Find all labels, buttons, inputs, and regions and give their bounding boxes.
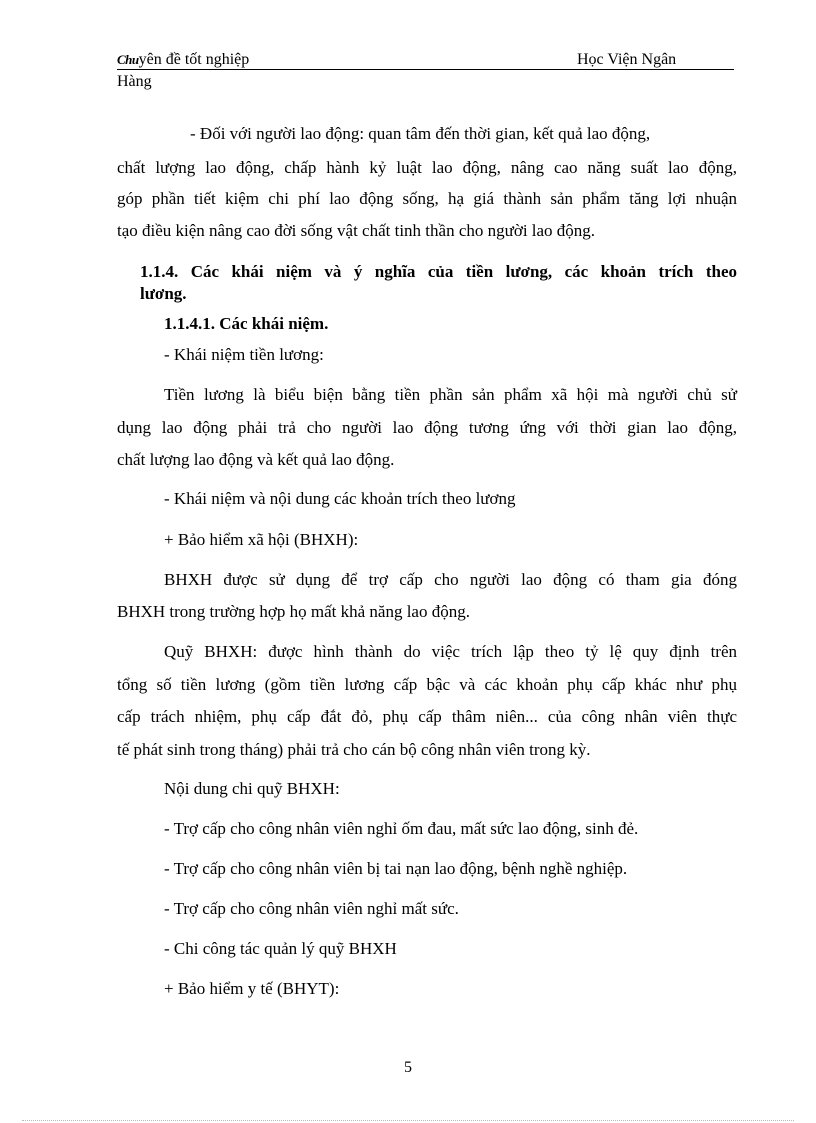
- header-left-text: yên đề tốt nghiệp: [138, 51, 250, 68]
- body-line-24: - Chi công tác quản lý quỹ BHXH: [164, 939, 397, 958]
- body-line-25: + Bảo hiểm y tế (BHYT):: [164, 979, 340, 998]
- body-line-15: BHXH trong trường hợp họ mất khả năng lao động.: [117, 602, 470, 621]
- section-heading-1-1-4-1: 1.1.4.1. Các khái niệm.: [164, 314, 329, 333]
- body-line-16: Quỹ BHXH: được hình thành do việc trích lập theo tỷ lệ quy định trên: [164, 642, 737, 661]
- page-bottom-divider: [22, 1120, 794, 1121]
- body-line-9: Tiền lương là biểu biện bằng tiền phần sản phẩm xã hội mà người chủ sử: [164, 385, 737, 404]
- body-line-19: tế phát sinh trong tháng) phải trả cho cán bộ công nhân viên trong kỳ.: [117, 740, 591, 759]
- body-line-4: tạo điều kiện nâng cao đời sống vật chất tinh thần cho người lao động.: [117, 221, 596, 240]
- body-line-23: - Trợ cấp cho công nhân viên nghỉ mất sức.: [164, 899, 459, 918]
- body-line-18: cấp trách nhiệm, phụ cấp đắt đỏ, phụ cấp thâm niên... của công nhân viên thực: [117, 707, 737, 726]
- body-line-1: - Đối với người lao động: quan tâm đến thời gian, kết quả lao động,: [190, 124, 651, 143]
- body-line-2: chất lượng lao động, chấp hành kỷ luật lao động, nâng cao năng suất lao động,: [117, 158, 737, 177]
- body-line-10: dụng lao động phải trả cho người lao động tương ứng với thời gian lao động,: [117, 418, 737, 437]
- body-line-11: chất lượng lao động và kết quả lao động.: [117, 450, 395, 469]
- body-line-20: Nội dung chi quỹ BHXH:: [164, 779, 340, 798]
- body-line-12: - Khái niệm và nội dung các khoản trích theo lương: [164, 489, 516, 508]
- body-line-14: BHXH được sử dụng để trợ cấp cho người lao động có tham gia đóng: [164, 570, 737, 589]
- body-line-3: góp phần tiết kiệm chi phí lao động sống, hạ giá thành sản phẩm tăng lợi nhuận: [117, 189, 737, 208]
- body-line-17: tổng số tiền lương (gồm tiền lương cấp bậc và các khoản phụ cấp khác như phụ: [117, 675, 737, 694]
- section-heading-1-1-4: 1.1.4. Các khái niệm và ý nghĩa của tiền lương, các khoản trích theo: [140, 262, 737, 281]
- section-heading-1-1-4-cont: lương.: [140, 284, 187, 303]
- body-line-13: + Bảo hiểm xã hội (BHXH):: [164, 530, 359, 549]
- body-line-8: - Khái niệm tiền lương:: [164, 345, 324, 364]
- header-title-continuation: Hàng: [117, 73, 152, 90]
- page-number: 5: [404, 1059, 412, 1076]
- header-title-right: Học Viện Ngân: [577, 51, 677, 68]
- body-line-21: - Trợ cấp cho công nhân viên nghỉ ốm đau, mất sức lao động, sinh đẻ.: [164, 819, 639, 838]
- header-logo: Chu: [117, 52, 139, 67]
- body-line-22: - Trợ cấp cho công nhân viên bị tai nạn lao động, bệnh nghề nghiệp.: [164, 859, 628, 878]
